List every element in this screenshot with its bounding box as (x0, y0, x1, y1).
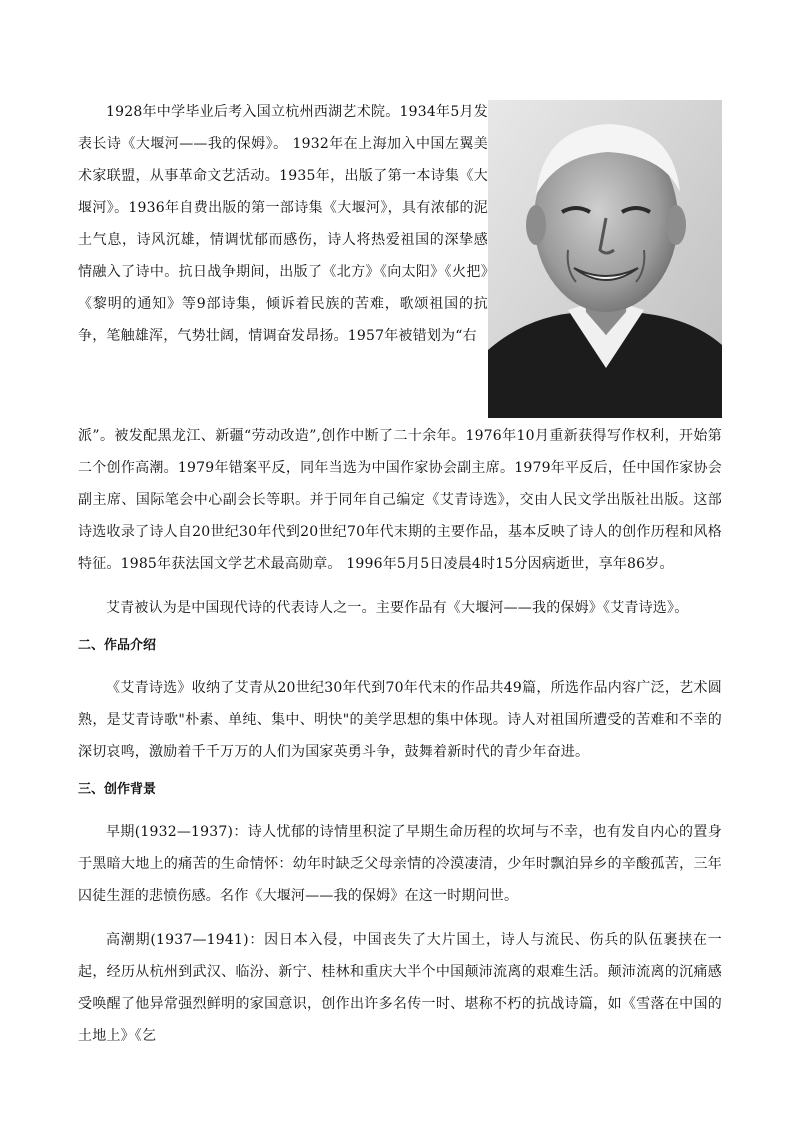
section-three-heading: 三、创作背景 (78, 782, 157, 797)
work-introduction-paragraph: 《艾青诗选》收纳了艾青从20世纪30年代到70年代末的作品共49篇，所选作品内容广泛，艺术圆熟，是艾青诗歌"朴素、单纯、集中、明快"的美学思想的集中体现。诗人对祖国所遭受的苦难和不幸的深切哀鸣，激励着千千万万的人们为国家英勇斗争，鼓舞着新时代的青少年奋进。 (78, 680, 722, 760)
intro-paragraph: 1928年中学毕业后考入国立杭州西湖艺术院。1934年5月发表长诗《大堰河——我的保姆》。 1932年在上海加入中国左翼美术家联盟，从事革命文艺活动。1935年，出版了第一本诗集《大堰河》。1936年自费出版的第一部诗集《大堰河》，具有浓郁的泥土气息，诗风沉雄，情调忧郁而感伤，诗人将热爱祖国的深挚感情融入了诗中。抗日战争期间，出版了《北方》《向太阳》《火把》《黎明的通知》等9部诗集，倾诉着民族的苦难，歌颂祖国的抗争，笔触雄浑，气势壮阔，情调奋发昂扬。1957年被错划为“右 (78, 104, 488, 344)
biography-continuation-paragraph: 派”。被发配黑龙江、新疆“劳动改造”,创作中断了二十余年。1976年10月重新获得写作权利，开始第二个创作高潮。1979年错案平反，同年当选为中国作家协会副主席。1979年平反后，任中国作家协会副主席、国际笔会中心副会长等职。并于同年自己编定《艾青诗选》，交由人民文学出版社出版。这部诗选收录了诗人自20世纪30年代到20世纪70年代末期的主要作品，基本反映了诗人的创作历程和风格特征。1985年获法国文学艺术最高勋章。 1996年5月5日凌晨4时15分因病逝世，享年86岁。 (78, 428, 722, 572)
portrait-illustration (488, 100, 722, 418)
early-period-paragraph: 早期(1932—1937)：诗人忧郁的诗情里积淀了早期生命历程的坎坷与不幸，也有发自内心的置身于黑暗大地上的痛苦的生命情怀：幼年时缺乏父母亲情的冷漠凄清，少年时飘泊异乡的辛酸孤苦，三年囚徒生涯的悲愤伤感。名作《大堰河——我的保姆》在这一时期问世。 (78, 824, 722, 904)
poet-portrait-photo (488, 100, 722, 418)
peak-period-paragraph: 高潮期(1937—1941)：因日本入侵，中国丧失了大片国土，诗人与流民、伤兵的队伍裹挟在一起，经历从杭州到武汉、临汾、新宁、桂林和重庆大半个中国颠沛流离的艰难生活。颠沛流离的沉痛感受唤醒了他异常强烈鲜明的家国意识，创作出许多名传一时、堪称不朽的抗战诗篇，如《雪落在中国的土地上》《乞 (78, 932, 722, 1044)
section-two-heading: 二、作品介绍 (78, 638, 157, 653)
summary-paragraph: 艾青被认为是中国现代诗的代表诗人之一。主要作品有《大堰河——我的保姆》《艾青诗选》。 (106, 600, 689, 616)
